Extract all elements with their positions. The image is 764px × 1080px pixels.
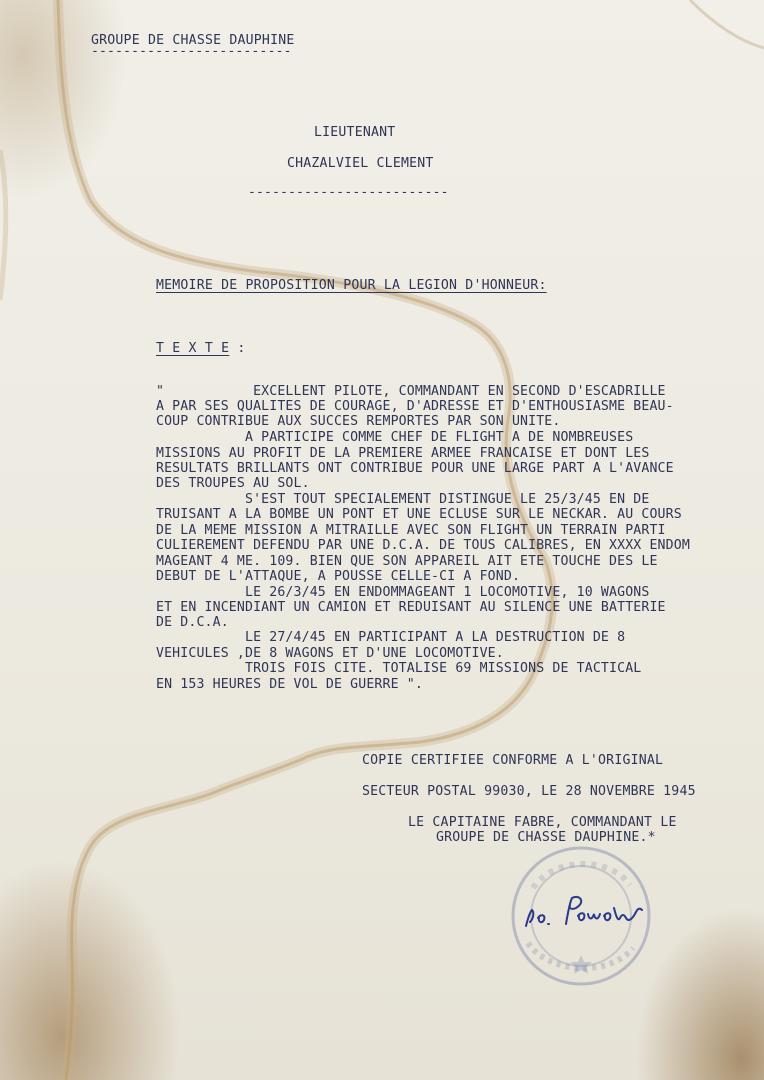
certification-copie: COPIE CERTIFIEE CONFORME A L'ORIGINAL: [362, 753, 664, 768]
citation-line: LE 26/3/45 EN ENDOMMAGEANT 1 LOCOMOTIVE, 10 WAGONS: [156, 585, 650, 600]
citation-line: A PARTICIPE COMME CHEF DE FLIGHT A DE NOMBREUSES: [156, 430, 634, 445]
document-title: MEMOIRE DE PROPOSITION POUR LA LEGION D'HONNEUR:: [156, 278, 547, 293]
rank: LIEUTENANT: [314, 125, 396, 140]
citation-line: TRUISANT A LA BOMBE UN PONT ET UNE ECLUSE SUR LE NECKAR. AU COURS: [156, 507, 682, 522]
signatory-line-2: GROUPE DE CHASSE DAUPHINE.*: [436, 830, 656, 845]
signatory-line-1: LE CAPITAINE FABRE, COMMANDANT LE: [408, 815, 677, 830]
citation-line: MAGEANT 4 ME. 109. BIEN QUE SON APPAREIL AIT ETE TOUCHE DES LE: [156, 554, 658, 569]
citation-line: RESULTATS BRILLANTS ONT CONTRIBUE POUR UNE LARGE PART A L'AVANCE: [156, 461, 674, 476]
officer-name: CHAZALVIEL CLEMENT: [287, 156, 434, 171]
citation-line: " EXCELLENT PILOTE, COMMANDANT EN SECOND D'ESCADRILLE: [156, 384, 666, 399]
citation-line: COUP CONTRIBUE AUX SUCCES REMPORTES PAR SON UNITE.: [156, 414, 561, 429]
divider: -------------------------: [91, 44, 292, 59]
citation-line: A PAR SES QUALITES DE COURAGE, D'ADRESSE ET D'ENTHOUSIASME BEAU-: [156, 399, 674, 414]
texte-label: T E X T E: [156, 341, 230, 356]
texte-colon: :: [237, 341, 246, 356]
citation-line: EN 153 HEURES DE VOL DE GUERRE ".: [156, 677, 423, 692]
citation-line: DE LA MEME MISSION A MITRAILLE AVEC SON FLIGHT UN TERRAIN PARTI: [156, 523, 666, 538]
citation-line: CULIEREMENT DEFENDU PAR UNE D.C.A. DE TOUS CALIBRES, EN XXXX ENDOM: [156, 538, 690, 553]
citation-line: MISSIONS AU PROFIT DE LA PREMIERE ARMEE FRANCAISE ET DONT LES: [156, 446, 650, 461]
signature: [520, 888, 650, 938]
divider: -------------------------: [248, 185, 449, 200]
citation-line: S'EST TOUT SPECIALEMENT DISTINGUE LE 25/3/45 EN DE: [156, 492, 650, 507]
citation-line: VEHICULES ,DE 8 WAGONS ET D'UNE LOCOMOTIVE.: [156, 646, 504, 661]
citation-line: DES TROUPES AU SOL.: [156, 476, 310, 491]
citation-line: DEBUT DE L'ATTAQUE, A POUSSE CELLE-CI A FOND.: [156, 569, 521, 584]
citation-line: DE D.C.A.: [156, 615, 229, 630]
texte-heading: [156, 341, 246, 356]
citation-line: LE 27/4/45 EN PARTICIPANT A LA DESTRUCTION DE 8: [156, 630, 626, 645]
citation-line: ET EN INCENDIANT UN CAMION ET REDUISANT AU SILENCE UNE BATTERIE: [156, 600, 666, 615]
citation-line: TROIS FOIS CITE. TOTALISE 69 MISSIONS DE TACTICAL: [156, 661, 642, 676]
certification-secteur: SECTEUR POSTAL 99030, LE 28 NOVEMBRE 1945: [362, 784, 696, 799]
unit-name: GROUPE DE CHASSE DAUPHINE: [91, 33, 295, 48]
